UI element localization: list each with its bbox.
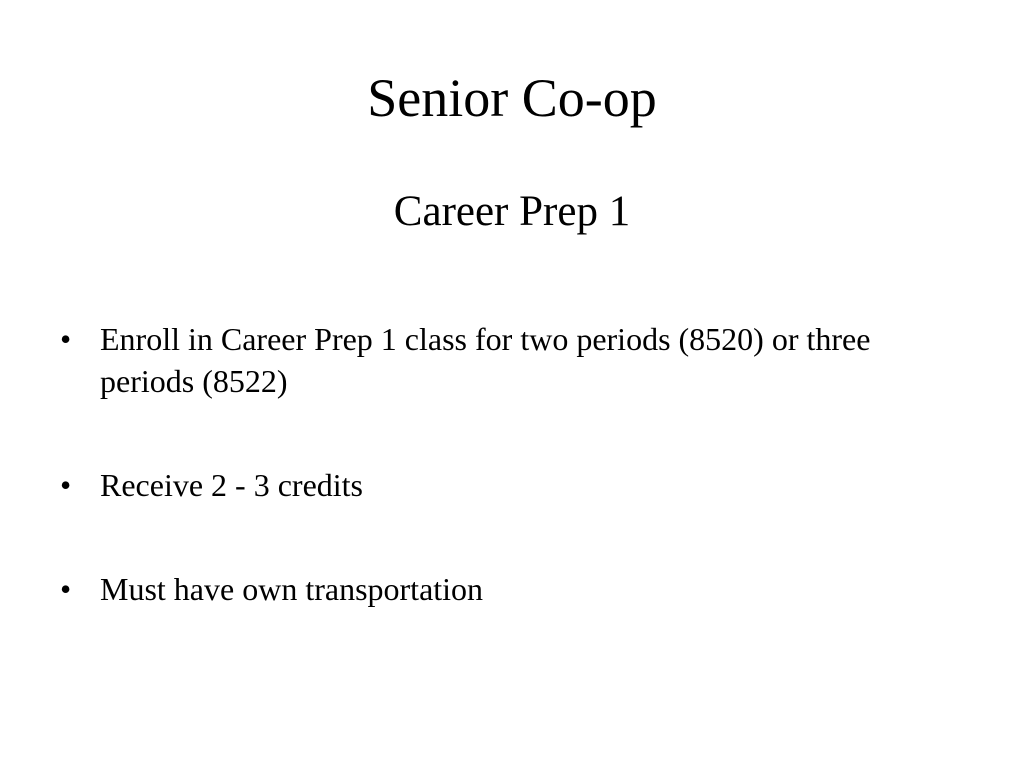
- bullet-text: Enroll in Career Prep 1 class for two periods (8520) or three periods (8522): [100, 321, 871, 399]
- bullet-list: [60, 318, 960, 610]
- bullet-text: Must have own transportation: [100, 571, 484, 607]
- list-item: [60, 464, 960, 506]
- bullet-icon: •: [60, 467, 72, 503]
- slide-title: Senior Co-op: [367, 68, 657, 128]
- list-item: [60, 568, 960, 610]
- slide-subtitle: Career Prep 1: [393, 188, 631, 235]
- bullet-icon: •: [60, 321, 72, 357]
- bullet-text: Receive 2 - 3 credits: [100, 467, 363, 503]
- list-item: [60, 318, 960, 402]
- bullet-icon: •: [60, 571, 72, 607]
